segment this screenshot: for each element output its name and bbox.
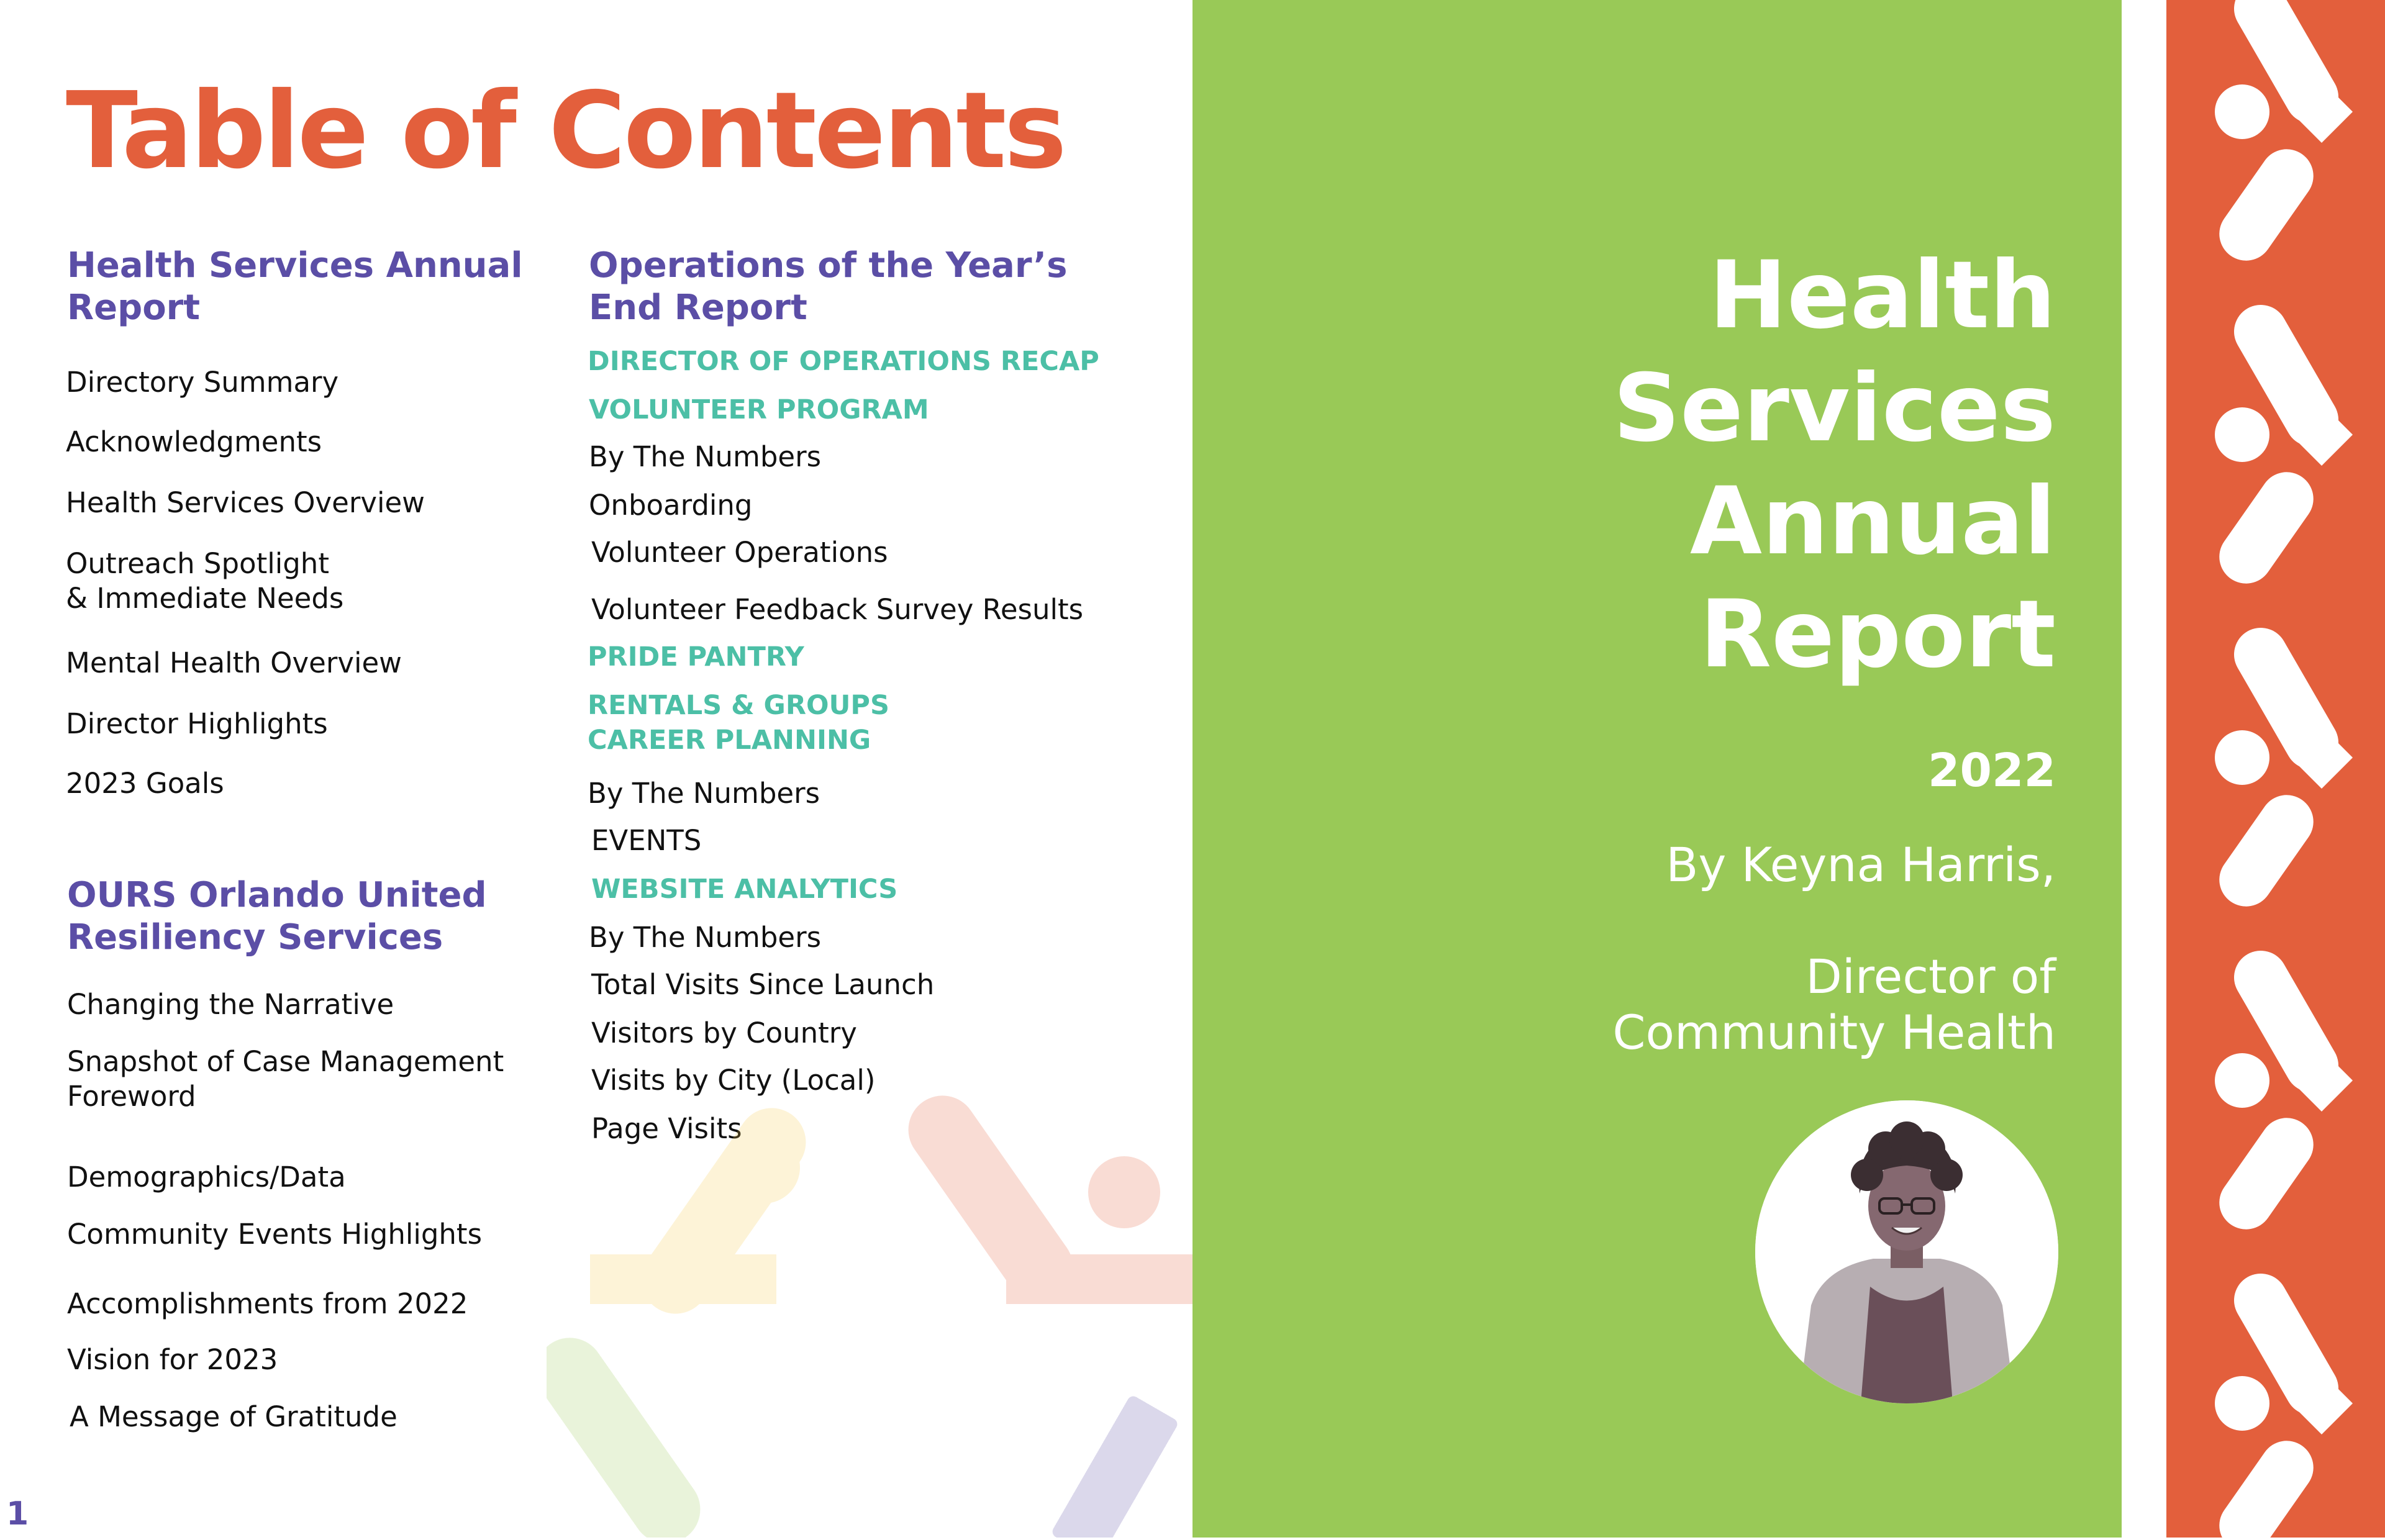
cover-title-line: Report [1699, 581, 2056, 689]
cover-title-line: Services [1613, 355, 2056, 463]
toc-item-outreach-spotlight[interactable]: Outreach Spotlight [66, 547, 329, 580]
author-portrait [1755, 1100, 2058, 1403]
toc-item-accomplishments[interactable]: Accomplishments from 2022 [67, 1287, 468, 1320]
toc-item-message-gratitude[interactable]: A Message of Gratitude [70, 1400, 398, 1433]
section-heading-ours [67, 874, 487, 959]
toc-item-events[interactable]: EVENTS [591, 824, 702, 857]
toc-item-total-visits[interactable]: Total Visits Since Launch [591, 968, 935, 1001]
page-title: Table of Contents [66, 70, 1065, 192]
cover-year: 2022 [1928, 744, 2056, 797]
section-heading-line: Health Services Annual [67, 245, 523, 286]
toc-item-case-management[interactable]: Snapshot of Case Management [67, 1045, 504, 1078]
toc-item-volunteer-operations[interactable]: Volunteer Operations [591, 536, 888, 569]
section-heading-line: End Report [589, 288, 807, 328]
toc-item-health-services-overview[interactable]: Health Services Overview [66, 486, 425, 519]
toc-subheading-volunteer-program[interactable]: VOLUNTEER PROGRAM [589, 394, 929, 425]
toc-item-changing-narrative[interactable]: Changing the Narrative [67, 988, 394, 1021]
toc-item-visits-city[interactable]: Visits by City (Local) [591, 1064, 876, 1097]
toc-item-career-numbers[interactable]: By The Numbers [588, 777, 820, 810]
divider-strip [2122, 0, 2166, 1538]
cover-title [1613, 239, 2056, 691]
toc-item-acknowledgments[interactable]: Acknowledgments [66, 425, 322, 458]
toc-subheading-pride-pantry[interactable]: PRIDE PANTRY [588, 641, 804, 673]
page-number: 1 [6, 1495, 29, 1533]
cover-role-line: Community Health [1612, 1005, 2056, 1060]
brand-logo-mark-icon [2166, 0, 2385, 1538]
toc-subheading-website-analytics[interactable]: WEBSITE ANALYTICS [591, 874, 898, 905]
cover-role-line: Director of [1806, 949, 2056, 1004]
section-heading-operations [589, 245, 1067, 329]
cover-title-line: Annual [1689, 468, 2056, 576]
toc-item-demographics[interactable]: Demographics/Data [67, 1161, 346, 1194]
toc-item-visitors-country[interactable]: Visitors by Country [591, 1017, 857, 1049]
toc-item-page-visits[interactable]: Page Visits [591, 1112, 742, 1145]
cover-title-line: Health [1709, 242, 2056, 350]
toc-item-directory-summary[interactable]: Directory Summary [66, 366, 339, 399]
person-portrait-icon [1755, 1100, 2058, 1403]
toc-subheading-director-recap[interactable]: DIRECTOR OF OPERATIONS RECAP [588, 346, 1099, 377]
toc-item-community-events[interactable]: Community Events Highlights [67, 1218, 483, 1251]
brand-logo-watermark-icon [547, 1056, 1192, 1538]
toc-subheading-rentals-groups[interactable]: RENTALS & GROUPS [588, 690, 889, 721]
section-heading-line: Report [67, 288, 201, 328]
toc-subheading-career-planning[interactable]: CAREER PLANNING [588, 725, 871, 756]
toc-item-onboarding[interactable]: Onboarding [589, 489, 753, 522]
brand-strip [2166, 0, 2385, 1538]
toc-item-foreword[interactable]: Foreword [67, 1080, 196, 1113]
section-heading-line: Operations of the Year’s [589, 245, 1068, 286]
section-heading-health-services [67, 245, 523, 329]
toc-item-volunteer-numbers[interactable]: By The Numbers [589, 440, 822, 473]
toc-item-2023-goals[interactable]: 2023 Goals [66, 767, 224, 800]
cover-author: By Keyna Harris, [1666, 837, 2056, 892]
toc-item-vision-2023[interactable]: Vision for 2023 [67, 1343, 278, 1376]
section-heading-line: Resiliency Services [67, 917, 443, 958]
section-heading-line: OURS Orlando United [67, 875, 487, 915]
toc-item-director-highlights[interactable]: Director Highlights [66, 707, 328, 740]
toc-item-website-numbers[interactable]: By The Numbers [589, 921, 822, 954]
toc-item-immediate-needs[interactable]: & Immediate Needs [66, 582, 344, 615]
toc-item-mental-health-overview[interactable]: Mental Health Overview [66, 646, 402, 679]
toc-item-feedback-survey[interactable]: Volunteer Feedback Survey Results [591, 593, 1084, 626]
